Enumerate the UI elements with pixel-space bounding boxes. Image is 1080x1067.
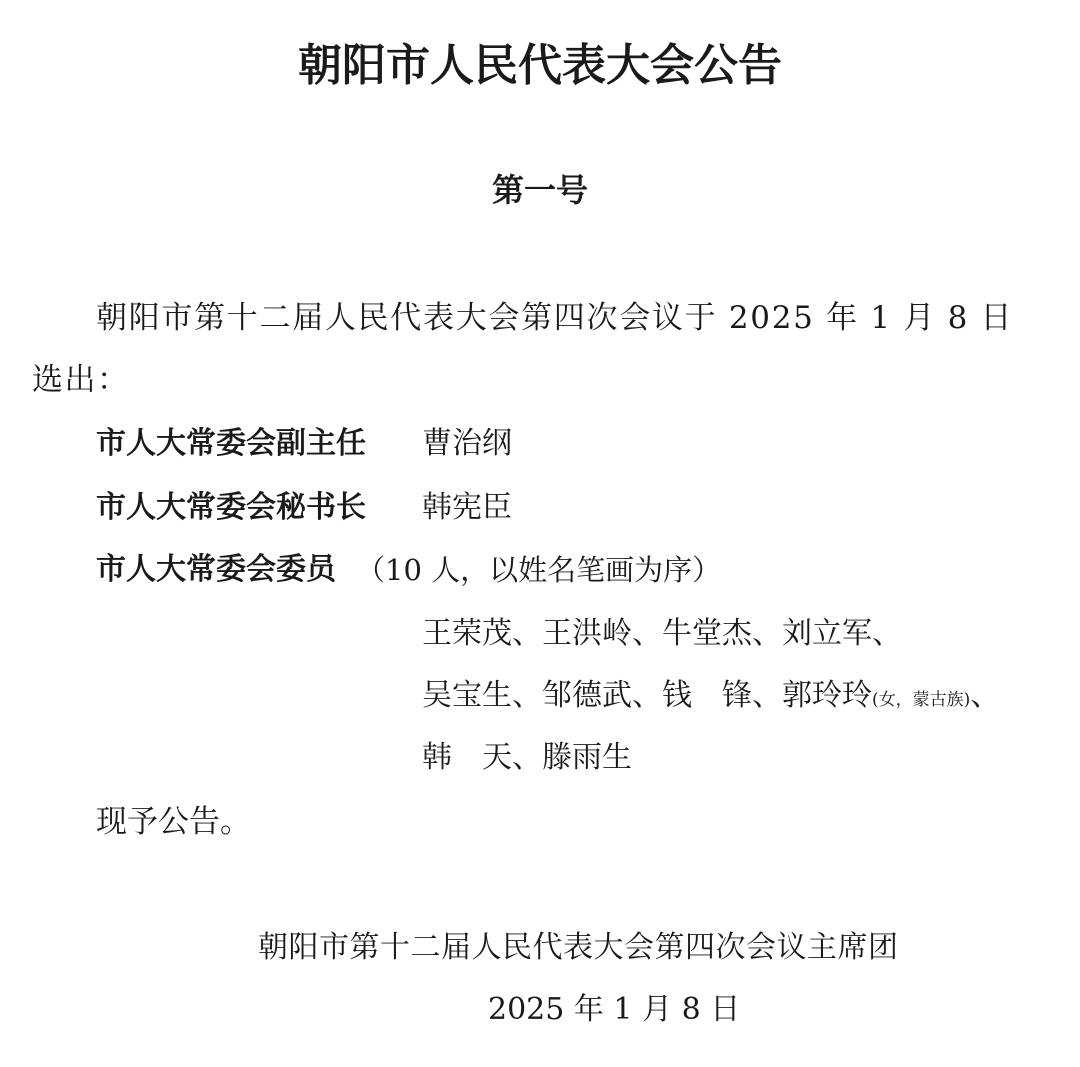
- members-line-1: 王荣茂、王洪岭、牛堂杰、刘立军、: [422, 616, 902, 651]
- post-committee-members-title: 市人大常委会委员: [96, 552, 336, 587]
- members-line-2-names: 吴宝生、邹德武、钱 锋、郭玲玲: [422, 678, 872, 713]
- post-vice-director-person: 曹治纲: [422, 426, 512, 461]
- member-ethnicity-note: (女，蒙古族): [872, 690, 971, 710]
- closing-statement: 现予公告。: [96, 804, 251, 840]
- post-secretary-general-title: 市人大常委会秘书长: [96, 490, 366, 525]
- announcement-number: 第一号: [491, 171, 588, 209]
- members-line-3: 韩 天、滕雨生: [422, 740, 632, 775]
- signature-date: 2025 年 1 月 8 日: [488, 992, 741, 1027]
- announcement-title: 朝阳市人民代表大会公告: [298, 40, 782, 91]
- intro-line-1: 朝阳市第十二届人民代表大会第四次会议于 2025 年 1 月 8 日: [96, 300, 1014, 336]
- post-committee-members-note: （10 人，以姓名笔画为序）: [356, 553, 722, 587]
- intro-line-2: 选出：: [32, 362, 130, 398]
- members-line-2: [422, 674, 1000, 722]
- post-secretary-general-person: 韩宪臣: [422, 490, 512, 525]
- post-vice-director-title: 市人大常委会副主任: [96, 426, 366, 461]
- signature-organization: 朝阳市第十二届人民代表大会第四次会议主席团: [258, 930, 899, 965]
- members-line-2-end: 、: [970, 678, 1001, 713]
